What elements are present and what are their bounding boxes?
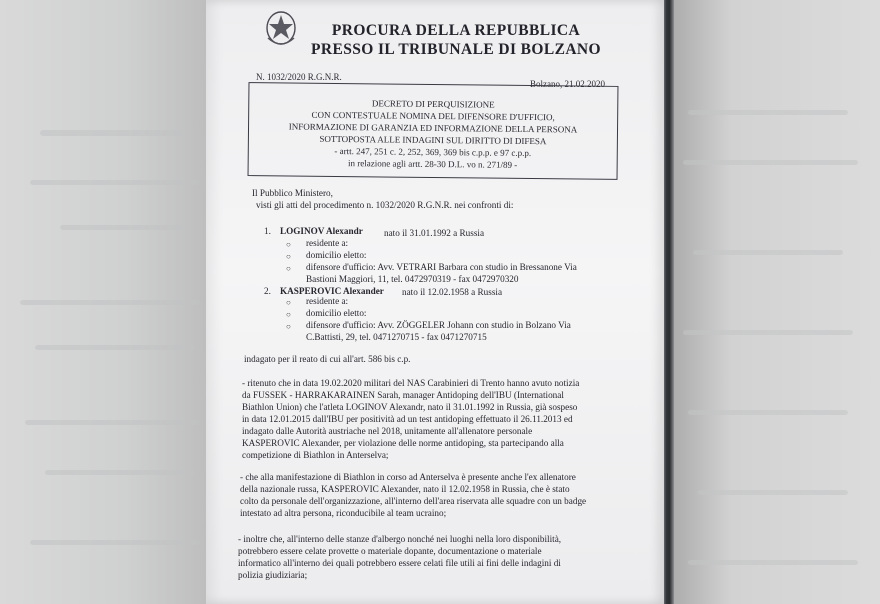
- person-detail: Bastioni Maggiori, 11, tel. 0472970319 - fax 0472970320: [306, 274, 519, 284]
- bullet-icon: ○: [286, 240, 291, 249]
- paragraph-line: - ritenuto che in data 19.02.2020 militari del NAS Carabinieri di Trento hanno avuto notizia: [242, 378, 580, 388]
- person-detail: domicilio eletto:: [306, 308, 367, 318]
- intro-line: Il Pubblico Ministero,: [252, 188, 333, 198]
- office-subtitle: PRESSO IL TRIBUNALE DI BOLZANO: [311, 41, 601, 58]
- person-detail: residente a:: [306, 296, 349, 306]
- person-birth: nato il 12.02.1958 a Russia: [402, 287, 503, 297]
- decree-line: - artt. 247, 251 c. 2, 252, 369, 369 bis c.p.p. e 97 c.p.p.: [334, 145, 532, 159]
- bullet-icon: ○: [286, 264, 291, 273]
- case-number: N. 1032/2020 R.G.N.R.: [256, 72, 342, 82]
- paragraph-line: KASPEROVIC Alexander, per violazione delle norme antidoping, sta partecipando alla: [242, 438, 564, 448]
- bullet-icon: ○: [286, 252, 291, 261]
- decree-line: INFORMAZIONE DI GARANZIA ED INFORMAZIONE DELLA PERSONA: [288, 121, 578, 135]
- person-detail: domicilio eletto:: [306, 250, 367, 260]
- paragraph-line: potrebbero essere celate provette o materiale dopante, documentazione o materiale: [238, 546, 542, 556]
- decree-line: SOTTOPOSTA ALLE INDAGINI SUL DIRITTO DI DIFESA: [319, 133, 547, 147]
- person-birth: nato il 31.01.1992 a Russia: [384, 228, 485, 238]
- person-detail: residente a:: [306, 238, 349, 248]
- person-name: KASPEROVIC Alexander: [280, 286, 384, 296]
- bullet-icon: ○: [286, 298, 291, 307]
- person-detail: C.Battisti, 29, tel. 0471270715 - fax 0471270715: [306, 332, 487, 342]
- person-name: LOGINOV Alexandr: [280, 226, 363, 236]
- paragraph-line: indagato dalle Autorità austriache nel 2018, unitamente all'allenatore personale: [242, 426, 533, 436]
- paragraph-line: da FUSSEK - HARRAKARAINEN Sarah, manager Antidoping dell'IBU (International: [242, 390, 564, 400]
- paragraph-line: della nazionale russa, KASPEROVIC Alexander, nato il 12.02.1958 in Russia, che è stato: [240, 484, 570, 494]
- paragraph-line: - inoltre che, all'interno delle stanze d'albergo nonché nei luoghi nella loro disponibilità,: [238, 534, 562, 544]
- decree-title: DECRETO DI PERQUISIZIONE: [371, 98, 495, 110]
- paragraph-line: colto da personale dell'organizzazione, all'interno dell'area riservata alle squadre con un badge: [240, 496, 587, 506]
- bullet-icon: ○: [286, 310, 291, 319]
- place-date: Bolzano, 21.02.2020: [530, 79, 605, 89]
- blurred-background-text: [0, 0, 210, 604]
- crime-line: indagato per il reato di cui all'art. 586 bis c.p.: [244, 354, 411, 364]
- person-number: 2.: [264, 286, 271, 296]
- background-right: [668, 0, 880, 604]
- paragraph-line: in data 12.01.2015 dall'IBU per positività ad un test antidoping effettuato il 26.11.2013 ed: [242, 414, 573, 424]
- blurred-background-text: [668, 0, 880, 604]
- decree-box: [248, 82, 619, 180]
- person-detail: difensore d'ufficio: Avv. VETRARI Barbara con studio in Bressanone Via: [306, 262, 577, 272]
- bullet-icon: ○: [286, 322, 291, 331]
- paragraph-line: informatico all'interno dei quali potrebbero essere celati file utili ai fini delle indagini di: [238, 558, 561, 568]
- decree-line: in relazione agli artt. 28-30 D.L. vo n. 271/89 -: [347, 158, 518, 170]
- paragraph-line: - che alla manifestazione di Biathlon in corso ad Anterselva è presente anche l'ex allenatore: [240, 472, 576, 482]
- republic-emblem-icon: [264, 8, 298, 50]
- document-page: [206, 0, 664, 604]
- intro-line: visti gli atti del procedimento n. 1032/2020 R.G.N.R. nei confronti di:: [256, 200, 514, 210]
- decree-line: CON CONTESTUALE NOMINA DEL DIFENSORE D'UFFICIO,: [311, 109, 555, 123]
- paragraph-line: polizia giudiziaria;: [238, 570, 308, 580]
- person-number: 1.: [264, 226, 271, 236]
- person-detail: difensore d'ufficio: Avv. ZÖGGELER Johann con studio in Bolzano Via: [306, 320, 571, 330]
- office-title: PROCURA DELLA REPUBBLICA: [331, 22, 581, 39]
- paragraph-line: Biathlon Union) che l'atleta LOGINOV Alexandr, nato il 31.01.1992 in Russia, già sospeso: [242, 402, 578, 412]
- paragraph-line: intestato ad altra persona, riconducibile al team ucraino;: [240, 508, 447, 518]
- background-left: [0, 0, 210, 604]
- paragraph-line: competizione di Biathlon in Anterselva;: [242, 450, 389, 460]
